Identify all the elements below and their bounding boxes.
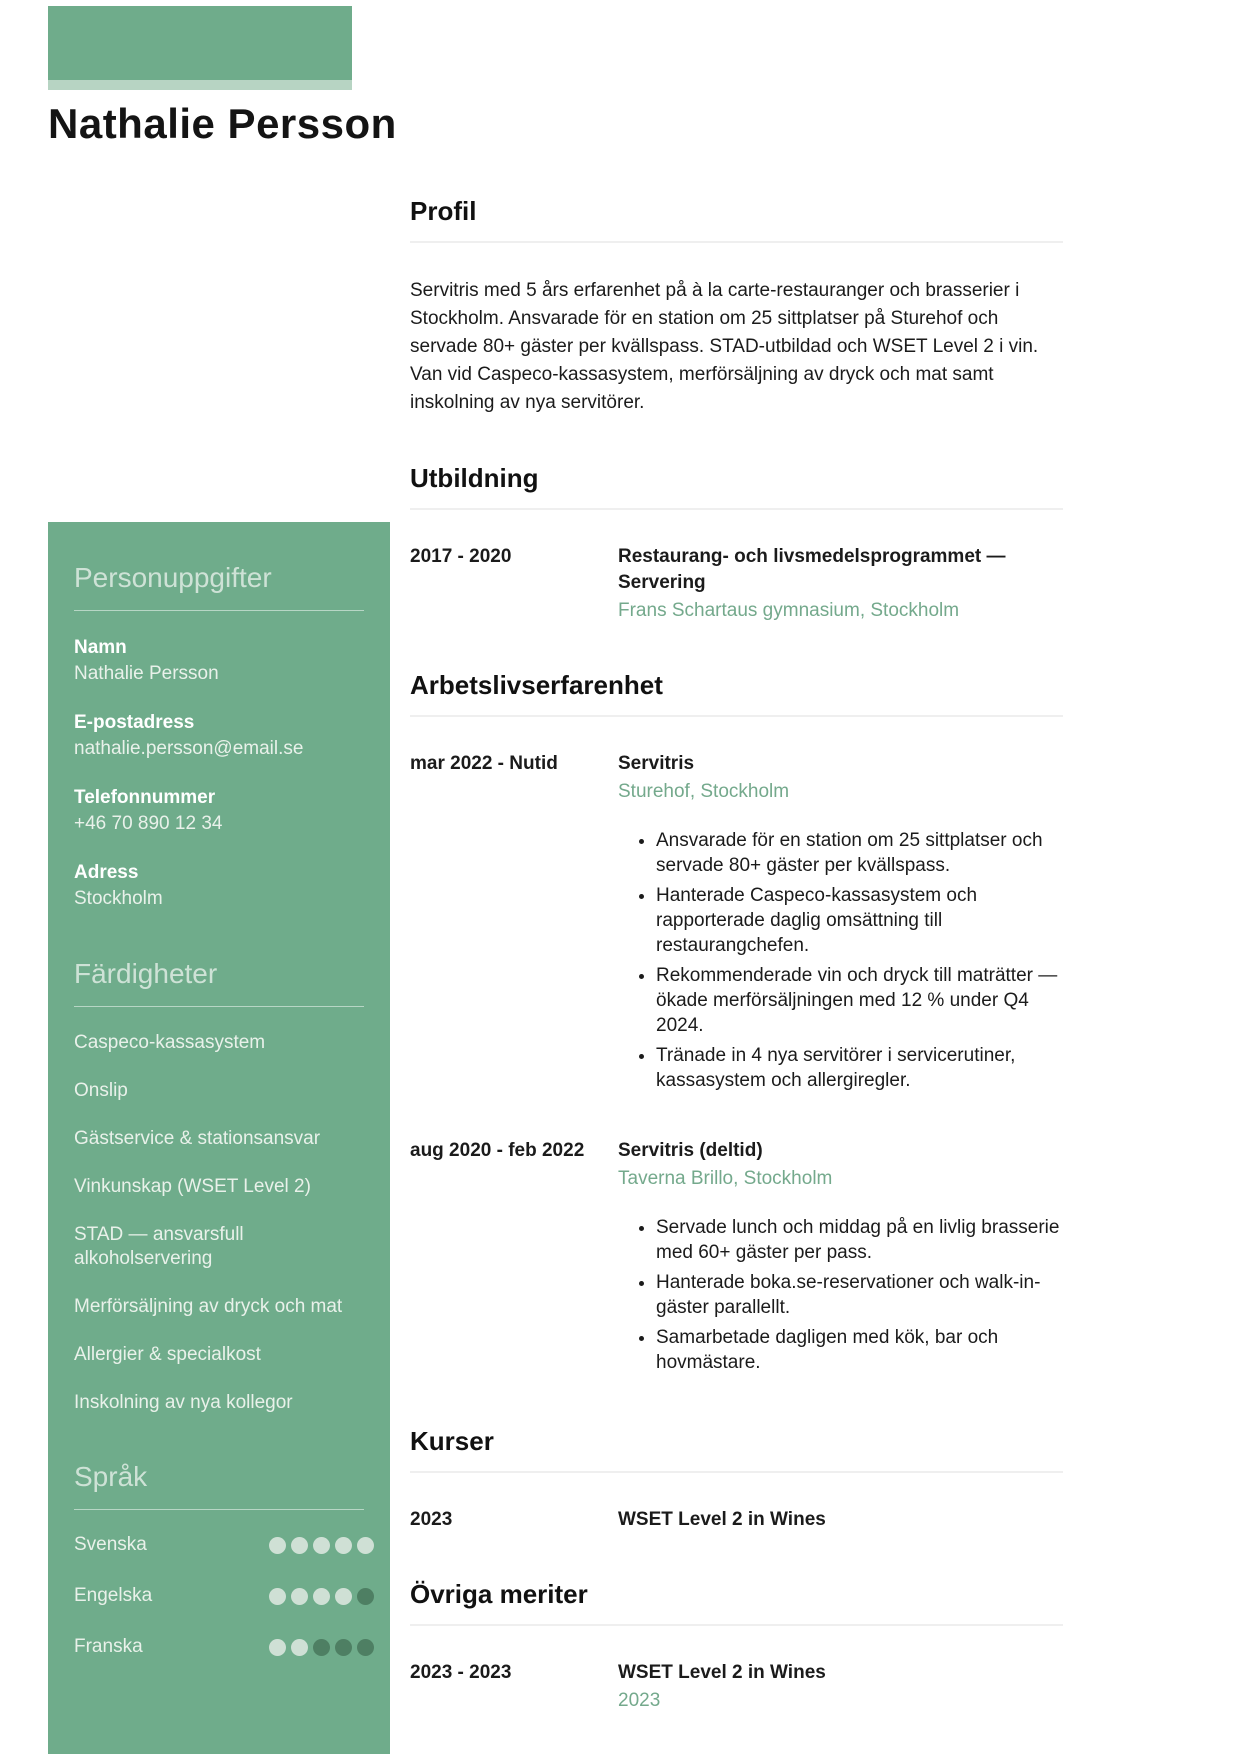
bullet-item: • Ansvarade för en station om 25 sittplatser och servade 80+ gäster per kvällspass. [656,828,1063,878]
main-content [410,196,1063,1714]
level-dot-filled [335,1588,352,1605]
level-dot-filled [269,1639,286,1656]
profile-title: Profil [410,196,477,226]
entry-period: 2023 [410,1509,453,1530]
field-value: +46 70 890 12 34 [74,813,223,834]
entry-role: Servitris [618,753,695,774]
skills-section-title: Färdigheter [74,958,218,989]
personal-section-title: Personuppgifter [74,562,272,593]
section-courses [410,1426,1063,1533]
section-experience [410,670,1063,1380]
section-divider [410,1624,1063,1626]
skill-item: Inskolning av nya kollegor [74,1392,293,1413]
experience-title: Arbetslivserfarenhet [410,670,663,700]
level-dot-filled [335,1537,352,1554]
section-other-merits [410,1579,1063,1714]
header-accent-strip [48,80,352,90]
section-divider [410,715,1063,717]
level-dot-filled [291,1639,308,1656]
entry-bullet-list [618,1215,1063,1375]
field-value: Nathalie Persson [74,663,219,684]
header-accent-block [48,6,352,80]
language-label: Svenska [74,1534,147,1555]
field-label: E-postadress [74,712,195,733]
personal-field-email [74,710,374,762]
level-dot-filled [313,1537,330,1554]
entry-school: Frans Schartaus gymnasium, Stockholm [618,600,960,621]
section-education [410,463,1063,624]
section-divider [410,508,1063,510]
level-dot-empty [357,1588,374,1605]
entry-period: mar 2022 - Nutid [410,753,558,774]
entry-merit-year: 2023 [618,1690,661,1711]
entry-role: Servitris (deltid) [618,1140,763,1161]
level-dot-empty [357,1639,374,1656]
field-label: Adress [74,862,139,883]
skill-item: STAD — ansvarsfull alkoholservering [74,1224,244,1269]
entry-bullet-list [618,828,1063,1093]
field-label: Telefonnummer [74,787,216,808]
level-dot-filled [269,1588,286,1605]
personal-field-phone [74,785,374,837]
entry-merit-name: WSET Level 2 in Wines [618,1662,826,1683]
skill-item: Vinkunskap (WSET Level 2) [74,1176,311,1197]
section-profile [410,196,1063,417]
level-dot-filled [291,1537,308,1554]
language-row [74,1585,374,1607]
experience-entry [410,1138,1063,1380]
language-level-dots [264,1588,374,1605]
bullet-item: • Servade lunch och middag på en livlig brasserie med 60+ gäster per pass. [656,1215,1063,1265]
skill-item: Gästservice & stationsansvar [74,1128,321,1149]
skill-item: Onslip [74,1080,128,1101]
bullet-item: • Rekommenderade vin och dryck till maträtter — ökade merförsäljningen med 12 % under Q4 2024. [656,963,1063,1038]
entry-period: 2017 - 2020 [410,546,512,567]
bullet-item: • Hanterade boka.se-reservationer och walk-in-gäster parallellt. [656,1270,1063,1320]
sidebar-section-skills [74,958,374,1415]
language-level-dots [264,1639,374,1656]
section-divider [410,241,1063,243]
skill-item: Merförsäljning av dryck och mat [74,1296,343,1317]
personal-field-name [74,635,374,687]
field-value: Stockholm [74,888,163,909]
courses-title: Kurser [410,1426,494,1456]
entry-employer: Taverna Brillo, Stockholm [618,1168,833,1189]
level-dot-filled [313,1588,330,1605]
entry-period: aug 2020 - feb 2022 [410,1140,585,1161]
bullet-item: • Tränade in 4 nya servitörer i servicerutiner, kassasystem och allergiregler. [656,1043,1063,1093]
language-label: Engelska [74,1585,153,1606]
language-label: Franska [74,1636,143,1657]
language-row [74,1636,374,1658]
sidebar [48,522,390,1754]
course-entry [410,1507,1063,1533]
languages-section-title: Språk [74,1461,148,1492]
experience-entry [410,751,1063,1098]
level-dot-empty [313,1639,330,1656]
language-row [74,1534,374,1556]
entry-degree: Restaurang- och livsmedelsprogrammet — Servering [618,546,1006,593]
personal-field-address [74,860,374,912]
field-value: nathalie.persson@email.se [74,738,304,759]
sidebar-divider [74,1509,364,1510]
entry-period: 2023 - 2023 [410,1662,512,1683]
level-dot-filled [291,1588,308,1605]
other-merits-title: Övriga meriter [410,1579,588,1609]
sidebar-section-personal [74,562,374,912]
bullet-item: • Hanterade Caspeco-kassasystem och rapporterade daglig omsättning till restaurangchefen. [656,883,1063,958]
sidebar-section-languages [74,1461,374,1658]
profile-text: Servitris med 5 års erfarenhet på à la carte-restauranger och brasserier i Stockholm. Ansvarade för en station om 25 sittplatser på Sturehof och servade 80+ gäster per kvällspass. STAD-utbildad och WSET Level 2 i vin. Van vid Caspeco-kassasystem, merförsäljning av dryck och mat samt inskolning av nya servitörer. [410,280,1039,413]
entry-course-name: WSET Level 2 in Wines [618,1509,826,1530]
skill-item: Caspeco-kassasystem [74,1032,266,1053]
page-title: Nathalie Persson [48,100,397,147]
level-dot-filled [357,1537,374,1554]
bullet-item: • Samarbetade dagligen med kök, bar och hovmästare. [656,1325,1063,1375]
education-title: Utbildning [410,463,539,493]
field-label: Namn [74,637,127,658]
sidebar-divider [74,1006,364,1007]
section-divider [410,1471,1063,1473]
education-entry [410,544,1063,624]
other-merit-entry [410,1660,1063,1714]
level-dot-empty [335,1639,352,1656]
language-level-dots [264,1537,374,1554]
entry-employer: Sturehof, Stockholm [618,781,790,802]
level-dot-filled [269,1537,286,1554]
skill-item: Allergier & specialkost [74,1344,261,1365]
sidebar-divider [74,610,364,611]
